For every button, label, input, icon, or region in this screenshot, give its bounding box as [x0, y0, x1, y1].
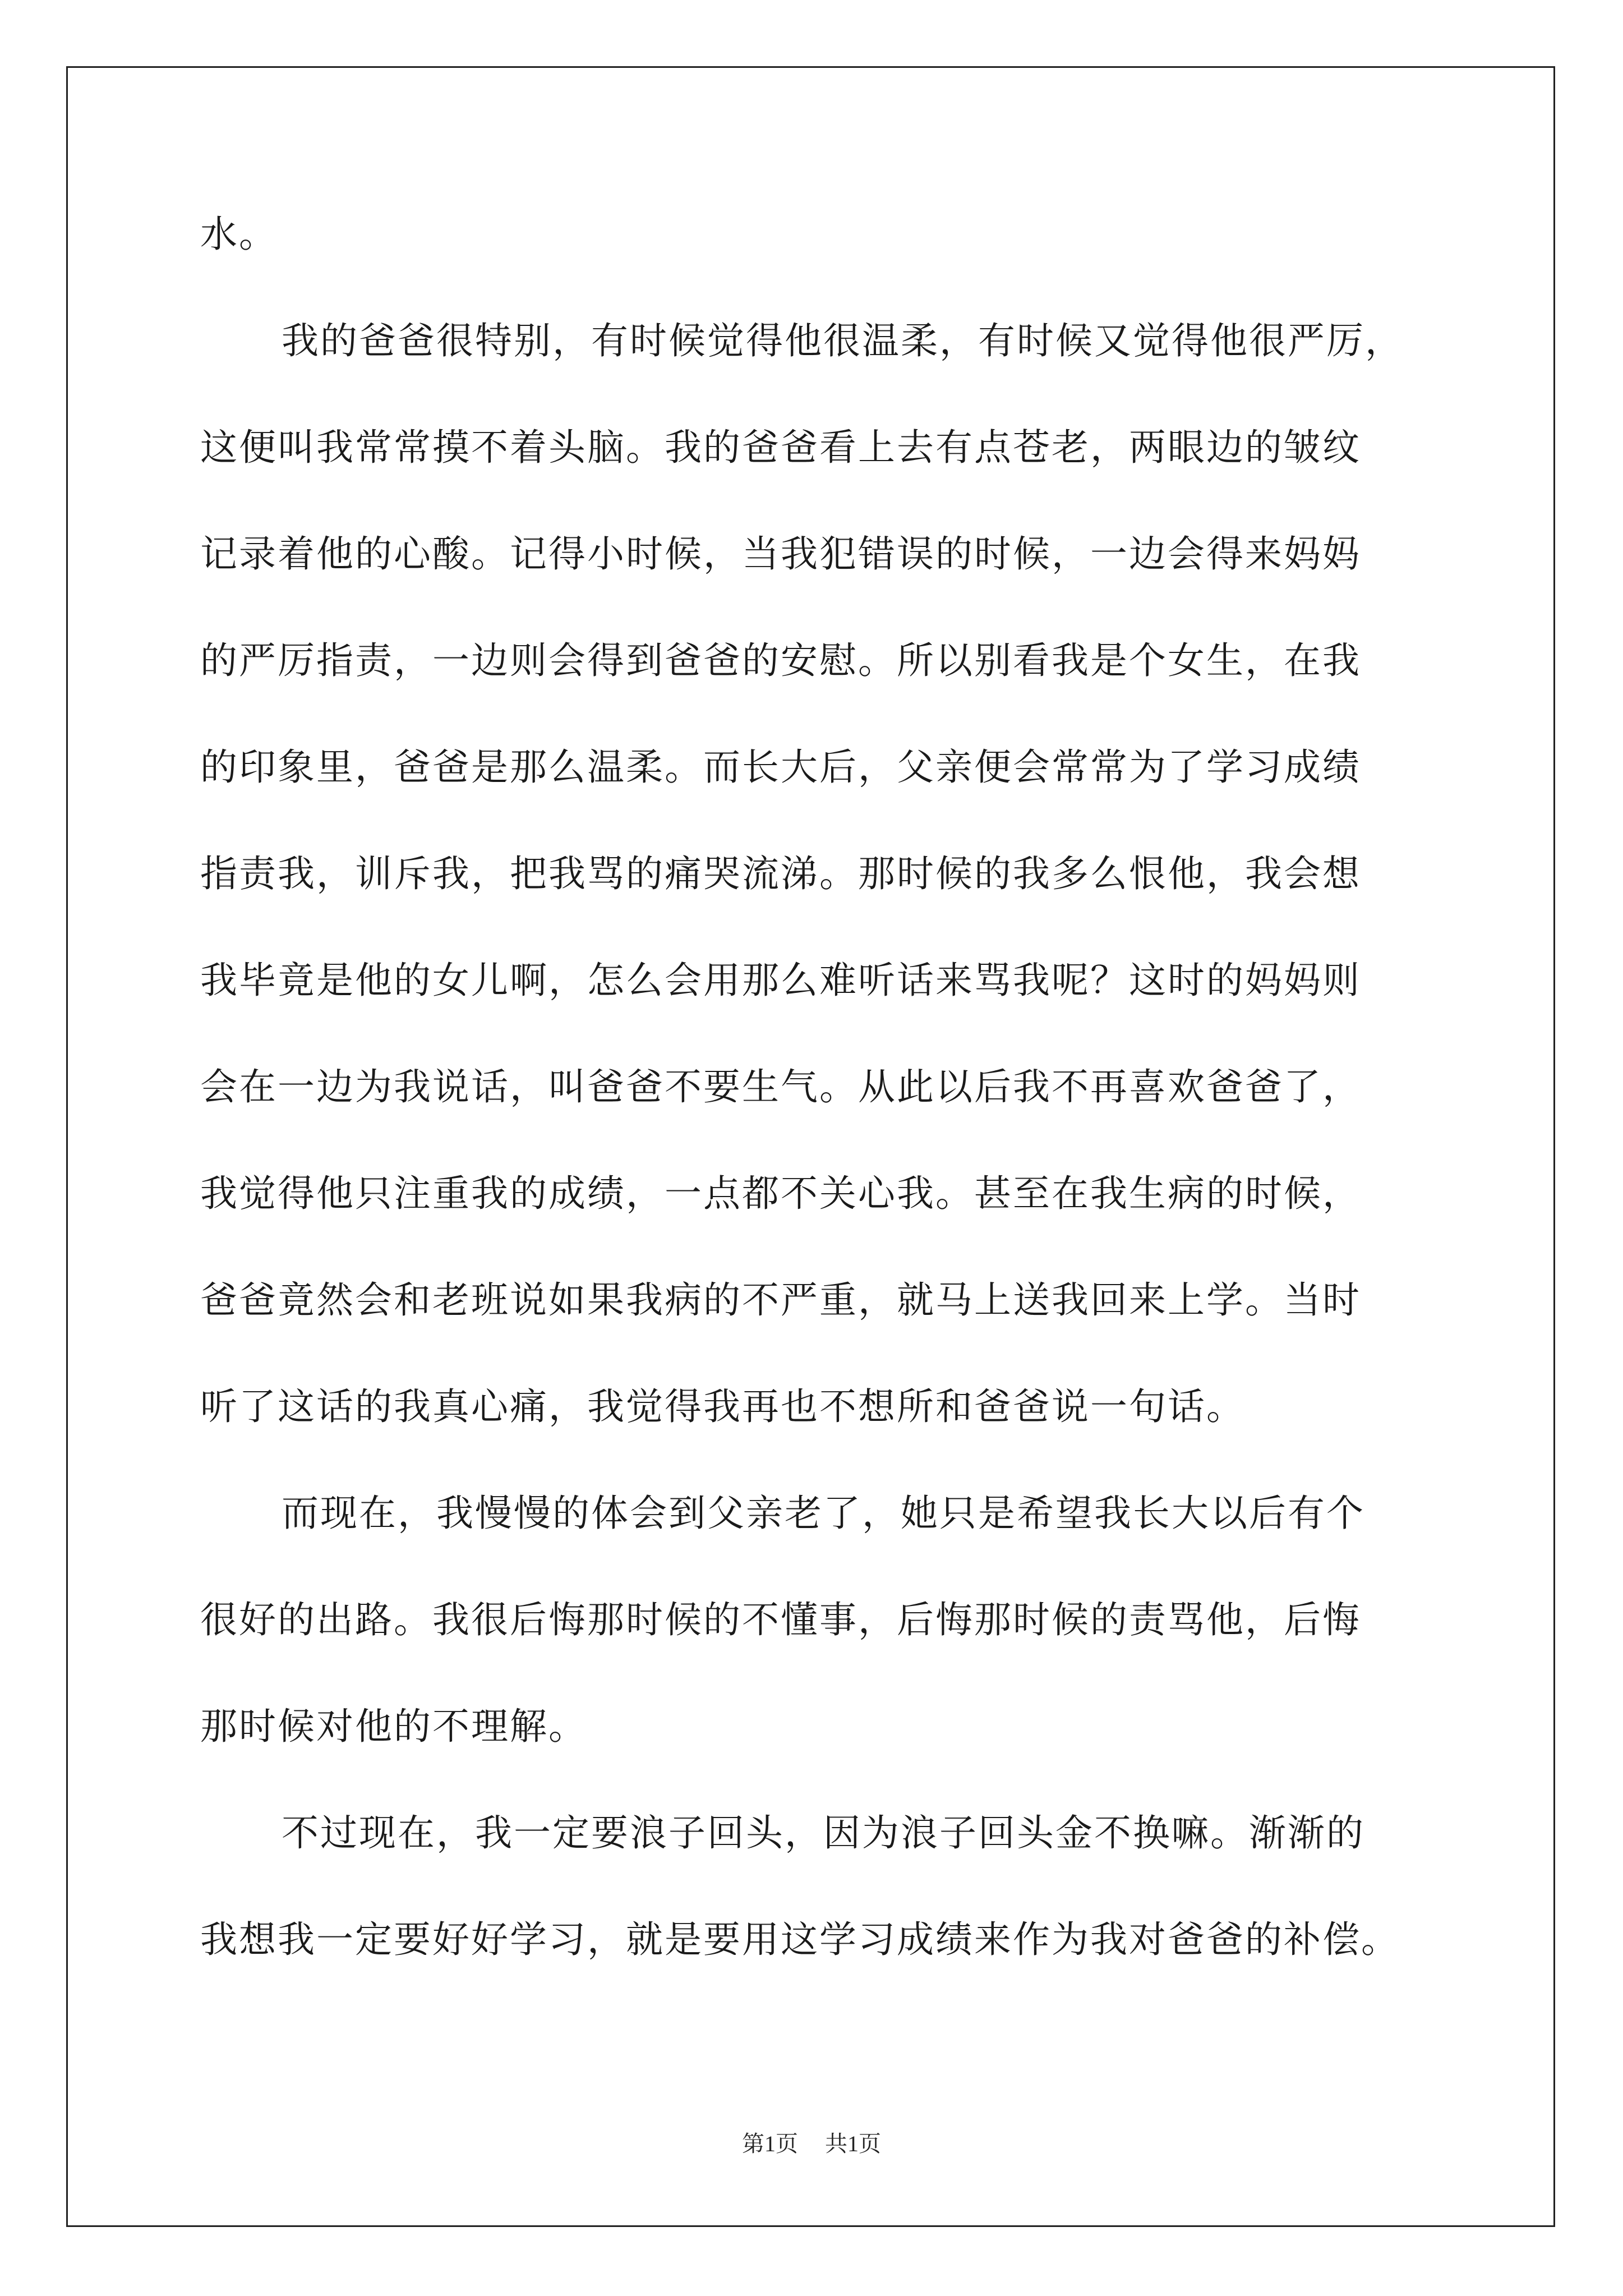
text-line: 记录着他的心酸。记得小时候，当我犯错误的时候，一边会得来妈妈 [200, 532, 1361, 576]
text-line: 会在一边为我说话，叫爸爸不要生气。从此以后我不再喜欢爸爸了， [200, 1065, 1361, 1108]
text-line: 听了这话的我真心痛，我觉得我再也不想所和爸爸说一句话。 [200, 1385, 1245, 1428]
text-line: 我毕竟是他的女儿啊，怎么会用那么难听话来骂我呢？这时的妈妈则 [200, 959, 1361, 1002]
paragraph-start-line: 不过现在，我一定要浪子回头，因为浪子回头金不换嘛。渐渐的 [282, 1811, 1365, 1855]
text-line: 水。 [200, 213, 278, 256]
text-line: 我觉得他只注重我的成绩，一点都不关心我。甚至在我生病的时候， [200, 1172, 1361, 1215]
text-line: 很好的出路。我很后悔那时候的不懂事，后悔那时候的责骂他，后悔 [200, 1598, 1361, 1641]
paragraph-start-line: 而现在，我慢慢的体会到父亲老了，她只是希望我长大以后有个 [282, 1492, 1365, 1535]
text-line: 的印象里，爸爸是那么温柔。而长大后，父亲便会常常为了学习成绩 [200, 746, 1361, 789]
page-number: 第1页 [742, 2131, 798, 2156]
text-line: 的严厉指责，一边则会得到爸爸的安慰。所以别看我是个女生，在我 [200, 639, 1361, 682]
text-line: 我想我一定要好好学习，就是要用这学习成绩来作为我对爸爸的补偿。 [200, 1918, 1400, 1961]
page-border [66, 66, 1555, 2227]
paragraph-start-line: 我的爸爸很特别，有时候觉得他很温柔，有时候又觉得他很严厉， [282, 319, 1404, 362]
text-line: 这便叫我常常摸不着头脑。我的爸爸看上去有点苍老，两眼边的皱纹 [200, 426, 1361, 469]
text-line: 爸爸竟然会和老班说如果我病的不严重，就马上送我回来上学。当时 [200, 1278, 1361, 1322]
page-total: 共1页 [825, 2131, 881, 2156]
page-footer [0, 2126, 1623, 2158]
text-line: 那时候对他的不理解。 [200, 1705, 587, 1748]
text-line: 指责我，训斥我，把我骂的痛哭流涕。那时候的我多么恨他，我会想 [200, 852, 1361, 895]
